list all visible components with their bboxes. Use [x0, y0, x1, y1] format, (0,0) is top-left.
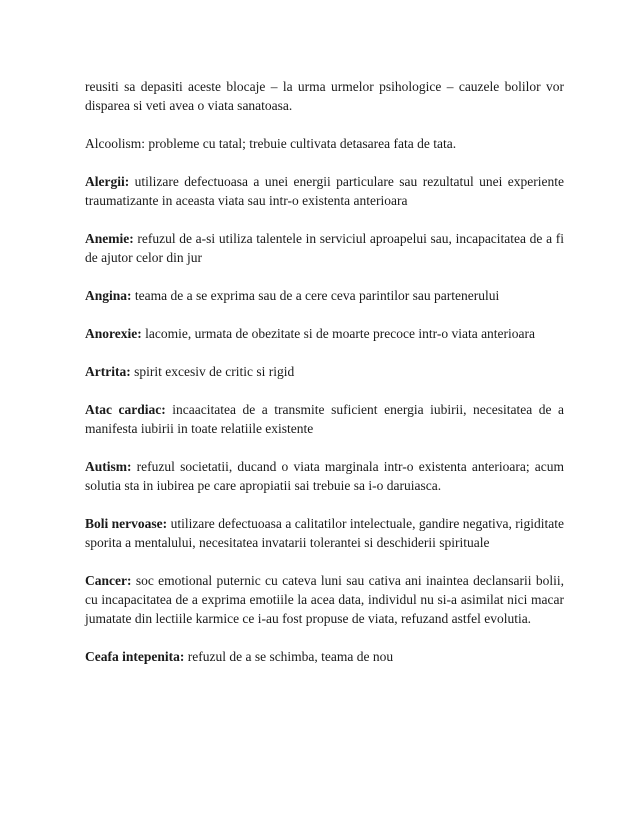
- entry-boli-nervoase: [85, 514, 564, 552]
- entry-text: utilizare defectuoasa a unei energii particulare sau rezultatul unei experiente traumatizante in aceasta viata sau intr-o existenta anterioara: [85, 174, 564, 208]
- entry-ceafa-intepenita: [85, 647, 564, 666]
- entry-term: Boli nervoase:: [85, 516, 168, 531]
- entry-term: Anorexie:: [85, 326, 142, 341]
- intro-paragraph: reusiti sa depasiti aceste blocaje – la urma urmelor psihologice – cauzele bolilor vor disparea si veti avea o viata sanatoasa.: [85, 79, 564, 113]
- entry-text: teama de a se exprima sau de a cere ceva parintilor sau partenerului: [131, 288, 500, 303]
- entry-text: refuzul de a se schimba, teama de nou: [184, 649, 394, 664]
- entry-term: Ceafa intepenita:: [85, 649, 185, 664]
- entry-autism: [85, 457, 564, 495]
- entry-text: utilizare defectuoasa a calitatilor intelectuale, gandire negativa, rigiditate sporita a mentalului, necesitatea invatarii tolerantei si deschiderii spirituale: [85, 516, 564, 550]
- entry-atac-cardiac: [85, 400, 564, 438]
- entry-artrita: [85, 362, 564, 381]
- entry-angina: [85, 286, 564, 305]
- entry-anemie: [85, 229, 564, 267]
- entry-text: lacomie, urmata de obezitate si de moarte precoce intr-o viata anterioara: [141, 326, 536, 341]
- entry-term: Autism:: [85, 459, 132, 474]
- entry-alcoolism: Alcoolism: probleme cu tatal; trebuie cultivata detasarea fata de tata.: [85, 136, 457, 151]
- entry-text: incaacitatea de a transmite suficient energia iubirii, necesitatea de a manifesta iubirii in toate relatiile existente: [85, 402, 564, 436]
- entry-text: refuzul societatii, ducand o viata marginala intr-o existenta anterioara; acum solutia sta in iubirea pe care apropiatii sai trebuie sa i-o daruiasca.: [85, 459, 564, 493]
- entry-alergii: [85, 172, 564, 210]
- entry-term: Anemie:: [85, 231, 134, 246]
- entry-text: refuzul de a-si utiliza talentele in serviciul aproapelui sau, incapacitatea de a fi de ajutor celor din jur: [85, 231, 564, 265]
- entry-text: spirit excesiv de critic si rigid: [130, 364, 295, 379]
- entry-term: Artrita:: [85, 364, 131, 379]
- document-body: [85, 77, 564, 685]
- entry-anorexie: [85, 324, 564, 343]
- entry-term: Atac cardiac:: [85, 402, 166, 417]
- entry-term: Cancer:: [85, 573, 132, 588]
- entry-text: soc emotional puternic cu cateva luni sau cativa ani inaintea declansarii bolii, cu incapacitatea de a exprima emotiile la acea data, individul nu si-a asimilat nici macar jumatate din lectiile karmice ce i-au fost propuse de viata, refuzand astfel evolutia.: [85, 573, 564, 626]
- entry-term: Angina:: [85, 288, 132, 303]
- entry-cancer: [85, 571, 564, 628]
- entry-term: Alergii:: [85, 174, 130, 189]
